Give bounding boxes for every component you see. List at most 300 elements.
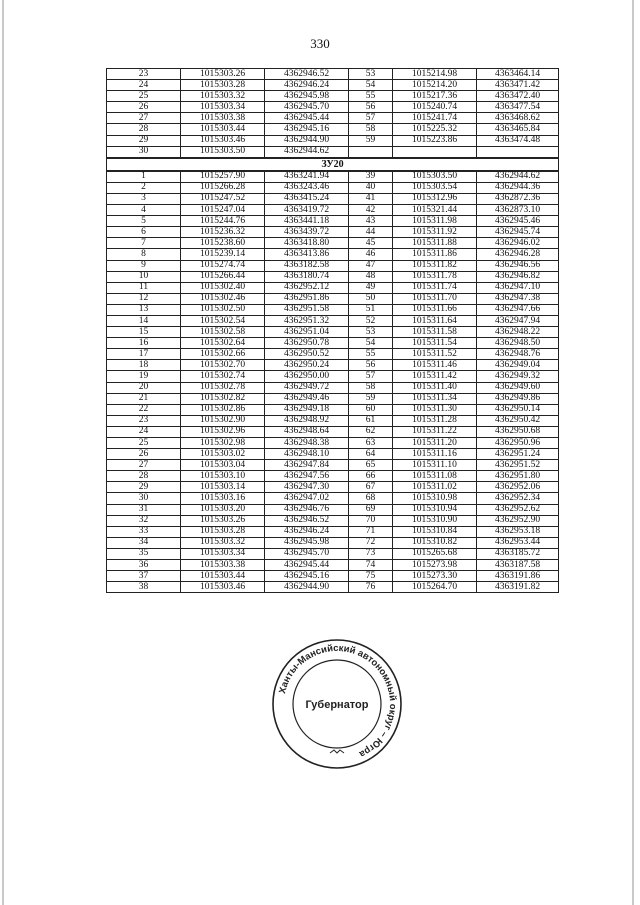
x-coordinate: 1015311.88 (393, 238, 477, 249)
point-number: 36 (107, 560, 181, 571)
table-row (107, 548, 559, 559)
point-number: 39 (349, 171, 393, 183)
x-coordinate: 1015302.90 (181, 415, 265, 426)
point-number: 8 (107, 249, 181, 260)
y-coordinate: 4362949.86 (477, 393, 559, 404)
point-number: 76 (349, 582, 393, 593)
point-number: 46 (349, 249, 393, 260)
y-coordinate: 4362948.38 (265, 438, 349, 449)
y-coordinate: 4362948.92 (265, 415, 349, 426)
x-coordinate: 1015274.74 (181, 260, 265, 271)
table-row (107, 327, 559, 338)
table-row (107, 102, 559, 113)
table-row (107, 449, 559, 460)
point-number: 58 (349, 382, 393, 393)
x-coordinate: 1015303.28 (181, 80, 265, 91)
x-coordinate: 1015303.26 (181, 69, 265, 80)
x-coordinate: 1015225.32 (393, 124, 477, 135)
y-coordinate: 4362948.50 (477, 338, 559, 349)
x-coordinate: 1015303.20 (181, 504, 265, 515)
x-coordinate: 1015239.14 (181, 249, 265, 260)
x-coordinate: 1015310.94 (393, 504, 477, 515)
point-number: 21 (107, 393, 181, 404)
point-number: 47 (349, 260, 393, 271)
x-coordinate: 1015302.96 (181, 426, 265, 437)
y-coordinate: 4362945.16 (265, 124, 349, 135)
point-number: 71 (349, 526, 393, 537)
table-row (107, 360, 559, 371)
point-number: 57 (349, 371, 393, 382)
y-coordinate: 4362950.68 (477, 426, 559, 437)
point-number: 65 (349, 460, 393, 471)
point-number: 69 (349, 504, 393, 515)
y-coordinate: 4362945.98 (265, 91, 349, 102)
x-coordinate: 1015302.64 (181, 338, 265, 349)
point-number: 14 (107, 315, 181, 326)
point-number: 73 (349, 548, 393, 559)
point-number: 29 (107, 482, 181, 493)
y-coordinate: 4362946.02 (477, 238, 559, 249)
y-coordinate: 4362944.62 (265, 146, 349, 158)
table-row (107, 135, 559, 146)
table-row (107, 438, 559, 449)
x-coordinate: 1015302.70 (181, 360, 265, 371)
x-coordinate: 1015236.32 (181, 227, 265, 238)
point-number: 66 (349, 471, 393, 482)
x-coordinate: 1015311.22 (393, 426, 477, 437)
y-coordinate: 4363191.82 (477, 582, 559, 593)
table-row (107, 146, 559, 158)
table-row (107, 515, 559, 526)
x-coordinate: 1015311.92 (393, 227, 477, 238)
y-coordinate: 4362950.78 (265, 338, 349, 349)
point-number: 56 (349, 102, 393, 113)
y-coordinate (477, 146, 559, 158)
point-number: 29 (107, 135, 181, 146)
x-coordinate: 1015311.16 (393, 449, 477, 460)
y-coordinate: 4362949.72 (265, 382, 349, 393)
x-coordinate: 1015302.82 (181, 393, 265, 404)
section-title: ЗУ20 (107, 158, 559, 171)
x-coordinate: 1015303.50 (181, 146, 265, 158)
point-number: 4 (107, 205, 181, 216)
x-coordinate: 1015302.78 (181, 382, 265, 393)
point-number: 61 (349, 415, 393, 426)
y-coordinate: 4363468.62 (477, 113, 559, 124)
y-coordinate: 4362951.24 (477, 449, 559, 460)
point-number: 10 (107, 271, 181, 282)
point-number: 53 (349, 327, 393, 338)
table-row (107, 382, 559, 393)
y-coordinate: 4362947.02 (265, 493, 349, 504)
point-number (349, 146, 393, 158)
table-row (107, 404, 559, 415)
point-number: 20 (107, 382, 181, 393)
x-coordinate: 1015311.02 (393, 482, 477, 493)
table-row (107, 504, 559, 515)
y-coordinate: 4362953.18 (477, 526, 559, 537)
x-coordinate: 1015241.74 (393, 113, 477, 124)
point-number: 24 (107, 426, 181, 437)
table-row (107, 349, 559, 360)
y-coordinate: 4362945.16 (265, 571, 349, 582)
x-coordinate: 1015311.58 (393, 327, 477, 338)
x-coordinate: 1015321.44 (393, 205, 477, 216)
point-number: 50 (349, 293, 393, 304)
point-number: 53 (349, 69, 393, 80)
x-coordinate: 1015312.96 (393, 193, 477, 204)
point-number: 25 (107, 91, 181, 102)
y-coordinate: 4362946.28 (477, 249, 559, 260)
x-coordinate: 1015311.34 (393, 393, 477, 404)
y-coordinate: 4362944.90 (265, 135, 349, 146)
x-coordinate: 1015310.84 (393, 526, 477, 537)
table-row (107, 393, 559, 404)
table-row (107, 304, 559, 315)
point-number: 56 (349, 360, 393, 371)
point-number: 33 (107, 526, 181, 537)
y-coordinate: 4362944.36 (477, 182, 559, 193)
point-number: 35 (107, 548, 181, 559)
point-number: 44 (349, 227, 393, 238)
x-coordinate: 1015302.46 (181, 293, 265, 304)
y-coordinate: 4362950.96 (477, 438, 559, 449)
y-coordinate: 4363415.24 (265, 193, 349, 204)
y-coordinate: 4362945.74 (477, 227, 559, 238)
x-coordinate: 1015302.50 (181, 304, 265, 315)
x-coordinate: 1015302.66 (181, 349, 265, 360)
x-coordinate: 1015273.98 (393, 560, 477, 571)
table-row (107, 113, 559, 124)
point-number: 59 (349, 135, 393, 146)
point-number: 51 (349, 304, 393, 315)
y-coordinate: 4363439.72 (265, 227, 349, 238)
x-coordinate: 1015311.20 (393, 438, 477, 449)
x-coordinate: 1015303.44 (181, 571, 265, 582)
y-coordinate: 4362947.56 (265, 471, 349, 482)
y-coordinate: 4362952.06 (477, 482, 559, 493)
x-coordinate: 1015264.70 (393, 582, 477, 593)
x-coordinate: 1015303.38 (181, 560, 265, 571)
point-number: 72 (349, 537, 393, 548)
y-coordinate: 4362951.52 (477, 460, 559, 471)
x-coordinate: 1015303.46 (181, 135, 265, 146)
x-coordinate: 1015257.90 (181, 171, 265, 183)
y-coordinate: 4362872.36 (477, 193, 559, 204)
x-coordinate: 1015303.50 (393, 171, 477, 183)
point-number: 75 (349, 571, 393, 582)
x-coordinate: 1015247.04 (181, 205, 265, 216)
point-number: 41 (349, 193, 393, 204)
y-coordinate: 4362873.10 (477, 205, 559, 216)
x-coordinate: 1015240.74 (393, 102, 477, 113)
point-number: 18 (107, 360, 181, 371)
x-coordinate: 1015311.46 (393, 360, 477, 371)
y-coordinate: 4362946.82 (477, 271, 559, 282)
x-coordinate: 1015266.28 (181, 182, 265, 193)
table-row (107, 460, 559, 471)
point-number: 19 (107, 371, 181, 382)
table-row (107, 182, 559, 193)
y-coordinate: 4362947.10 (477, 282, 559, 293)
point-number: 43 (349, 216, 393, 227)
x-coordinate: 1015303.32 (181, 91, 265, 102)
point-number: 57 (349, 113, 393, 124)
point-number: 27 (107, 113, 181, 124)
x-coordinate: 1015311.52 (393, 349, 477, 360)
point-number: 54 (349, 80, 393, 91)
point-number: 22 (107, 404, 181, 415)
y-coordinate: 4362946.52 (265, 515, 349, 526)
point-number: 27 (107, 460, 181, 471)
table-row (107, 293, 559, 304)
x-coordinate: 1015303.38 (181, 113, 265, 124)
x-coordinate: 1015303.26 (181, 515, 265, 526)
point-number: 63 (349, 438, 393, 449)
official-seal (270, 637, 404, 771)
x-coordinate: 1015311.64 (393, 315, 477, 326)
x-coordinate: 1015303.28 (181, 526, 265, 537)
y-coordinate: 4362949.04 (477, 360, 559, 371)
table-row (107, 315, 559, 326)
table-row (107, 493, 559, 504)
x-coordinate: 1015311.28 (393, 415, 477, 426)
x-coordinate: 1015303.34 (181, 102, 265, 113)
y-coordinate: 4363419.72 (265, 205, 349, 216)
y-coordinate: 4362945.44 (265, 113, 349, 124)
table-row (107, 338, 559, 349)
point-number: 54 (349, 338, 393, 349)
point-number: 48 (349, 271, 393, 282)
x-coordinate: 1015214.20 (393, 80, 477, 91)
point-number: 28 (107, 471, 181, 482)
y-coordinate: 4362945.44 (265, 560, 349, 571)
coordinates-table (106, 68, 559, 593)
x-coordinate: 1015302.74 (181, 371, 265, 382)
y-coordinate: 4362950.24 (265, 360, 349, 371)
x-coordinate: 1015247.52 (181, 193, 265, 204)
section-row (107, 158, 559, 171)
y-coordinate: 4362952.12 (265, 282, 349, 293)
point-number: 26 (107, 449, 181, 460)
y-coordinate: 4362944.90 (265, 582, 349, 593)
x-coordinate: 1015302.98 (181, 438, 265, 449)
x-coordinate: 1015273.30 (393, 571, 477, 582)
point-number: 34 (107, 537, 181, 548)
point-number: 12 (107, 293, 181, 304)
x-coordinate: 1015311.08 (393, 471, 477, 482)
y-coordinate: 4363465.84 (477, 124, 559, 135)
point-number: 59 (349, 393, 393, 404)
table-row (107, 216, 559, 227)
table-row (107, 124, 559, 135)
scan-right-edge (632, 0, 634, 905)
y-coordinate: 4362951.86 (265, 293, 349, 304)
point-number: 17 (107, 349, 181, 360)
x-coordinate: 1015311.78 (393, 271, 477, 282)
point-number: 49 (349, 282, 393, 293)
table-row (107, 227, 559, 238)
x-coordinate: 1015311.82 (393, 260, 477, 271)
x-coordinate: 1015303.34 (181, 548, 265, 559)
table-row (107, 560, 559, 571)
x-coordinate: 1015310.98 (393, 493, 477, 504)
table-row (107, 193, 559, 204)
y-coordinate: 4362947.66 (477, 304, 559, 315)
x-coordinate: 1015310.82 (393, 537, 477, 548)
table-row (107, 415, 559, 426)
x-coordinate: 1015217.36 (393, 91, 477, 102)
x-coordinate: 1015266.44 (181, 271, 265, 282)
y-coordinate: 4362947.30 (265, 482, 349, 493)
scan-left-edge (2, 0, 4, 905)
y-coordinate: 4362951.80 (477, 471, 559, 482)
y-coordinate: 4362949.18 (265, 404, 349, 415)
point-number: 55 (349, 91, 393, 102)
y-coordinate: 4362951.04 (265, 327, 349, 338)
y-coordinate: 4363413.86 (265, 249, 349, 260)
point-number: 32 (107, 515, 181, 526)
x-coordinate: 1015302.40 (181, 282, 265, 293)
table-row (107, 260, 559, 271)
y-coordinate: 4362948.76 (477, 349, 559, 360)
point-number: 55 (349, 349, 393, 360)
y-coordinate: 4362950.42 (477, 415, 559, 426)
table-row (107, 537, 559, 548)
y-coordinate: 4363441.18 (265, 216, 349, 227)
table-row (107, 426, 559, 437)
y-coordinate: 4363471.42 (477, 80, 559, 91)
y-coordinate: 4363187.58 (477, 560, 559, 571)
x-coordinate: 1015302.86 (181, 404, 265, 415)
x-coordinate: 1015238.60 (181, 238, 265, 249)
point-number: 30 (107, 146, 181, 158)
y-coordinate: 4362950.00 (265, 371, 349, 382)
point-number: 42 (349, 205, 393, 216)
point-number: 9 (107, 260, 181, 271)
y-coordinate: 4363243.46 (265, 182, 349, 193)
point-number: 23 (107, 69, 181, 80)
table-row (107, 171, 559, 183)
y-coordinate: 4362946.24 (265, 80, 349, 91)
x-coordinate: 1015311.74 (393, 282, 477, 293)
point-number: 30 (107, 493, 181, 504)
table-row (107, 271, 559, 282)
table-row (107, 371, 559, 382)
y-coordinate: 4362947.84 (265, 460, 349, 471)
table-row (107, 582, 559, 593)
y-coordinate: 4362947.94 (477, 315, 559, 326)
y-coordinate: 4362944.62 (477, 171, 559, 183)
point-number: 67 (349, 482, 393, 493)
point-number: 5 (107, 216, 181, 227)
y-coordinate: 4362946.76 (265, 504, 349, 515)
table-row (107, 238, 559, 249)
table-row (107, 526, 559, 537)
x-coordinate: 1015311.10 (393, 460, 477, 471)
y-coordinate: 4362949.32 (477, 371, 559, 382)
x-coordinate: 1015302.58 (181, 327, 265, 338)
x-coordinate: 1015303.46 (181, 582, 265, 593)
x-coordinate: 1015310.90 (393, 515, 477, 526)
table-row (107, 282, 559, 293)
table-row (107, 571, 559, 582)
x-coordinate: 1015311.40 (393, 382, 477, 393)
point-number: 23 (107, 415, 181, 426)
point-number: 6 (107, 227, 181, 238)
y-coordinate: 4363472.40 (477, 91, 559, 102)
point-number: 58 (349, 124, 393, 135)
y-coordinate: 4362952.90 (477, 515, 559, 526)
point-number: 24 (107, 80, 181, 91)
point-number: 15 (107, 327, 181, 338)
y-coordinate: 4362948.10 (265, 449, 349, 460)
point-number: 28 (107, 124, 181, 135)
table-row (107, 471, 559, 482)
y-coordinate: 4362949.46 (265, 393, 349, 404)
x-coordinate: 1015303.10 (181, 471, 265, 482)
x-coordinate: 1015303.02 (181, 449, 265, 460)
x-coordinate: 1015303.54 (393, 182, 477, 193)
x-coordinate: 1015311.70 (393, 293, 477, 304)
svg-text:Губернатор: Губернатор (305, 699, 369, 711)
x-coordinate: 1015303.04 (181, 460, 265, 471)
x-coordinate: 1015244.76 (181, 216, 265, 227)
point-number: 7 (107, 238, 181, 249)
x-coordinate: 1015214.98 (393, 69, 477, 80)
y-coordinate: 4362948.64 (265, 426, 349, 437)
x-coordinate: 1015311.66 (393, 304, 477, 315)
y-coordinate: 4362951.32 (265, 315, 349, 326)
y-coordinate: 4363180.74 (265, 271, 349, 282)
page-number: 330 (310, 36, 330, 51)
y-coordinate: 4362950.14 (477, 404, 559, 415)
y-coordinate: 4362953.44 (477, 537, 559, 548)
table-row (107, 249, 559, 260)
point-number: 64 (349, 449, 393, 460)
x-coordinate: 1015303.14 (181, 482, 265, 493)
x-coordinate: 1015302.54 (181, 315, 265, 326)
y-coordinate: 4363477.54 (477, 102, 559, 113)
y-coordinate: 4362945.70 (265, 102, 349, 113)
y-coordinate: 4362949.60 (477, 382, 559, 393)
x-coordinate (393, 146, 477, 158)
point-number: 11 (107, 282, 181, 293)
y-coordinate: 4362946.56 (477, 260, 559, 271)
x-coordinate: 1015303.32 (181, 537, 265, 548)
point-number: 74 (349, 560, 393, 571)
point-number: 62 (349, 426, 393, 437)
table-row (107, 80, 559, 91)
point-number: 40 (349, 182, 393, 193)
y-coordinate: 4363464.14 (477, 69, 559, 80)
y-coordinate: 4363182.58 (265, 260, 349, 271)
y-coordinate: 4362946.52 (265, 69, 349, 80)
point-number: 31 (107, 504, 181, 515)
point-number: 45 (349, 238, 393, 249)
y-coordinate: 4362948.22 (477, 327, 559, 338)
x-coordinate: 1015311.54 (393, 338, 477, 349)
point-number: 38 (107, 582, 181, 593)
x-coordinate: 1015311.98 (393, 216, 477, 227)
y-coordinate: 4363185.72 (477, 548, 559, 559)
point-number: 26 (107, 102, 181, 113)
x-coordinate: 1015303.16 (181, 493, 265, 504)
x-coordinate: 1015265.68 (393, 548, 477, 559)
y-coordinate: 4362946.24 (265, 526, 349, 537)
x-coordinate: 1015311.30 (393, 404, 477, 415)
y-coordinate: 4362950.52 (265, 349, 349, 360)
